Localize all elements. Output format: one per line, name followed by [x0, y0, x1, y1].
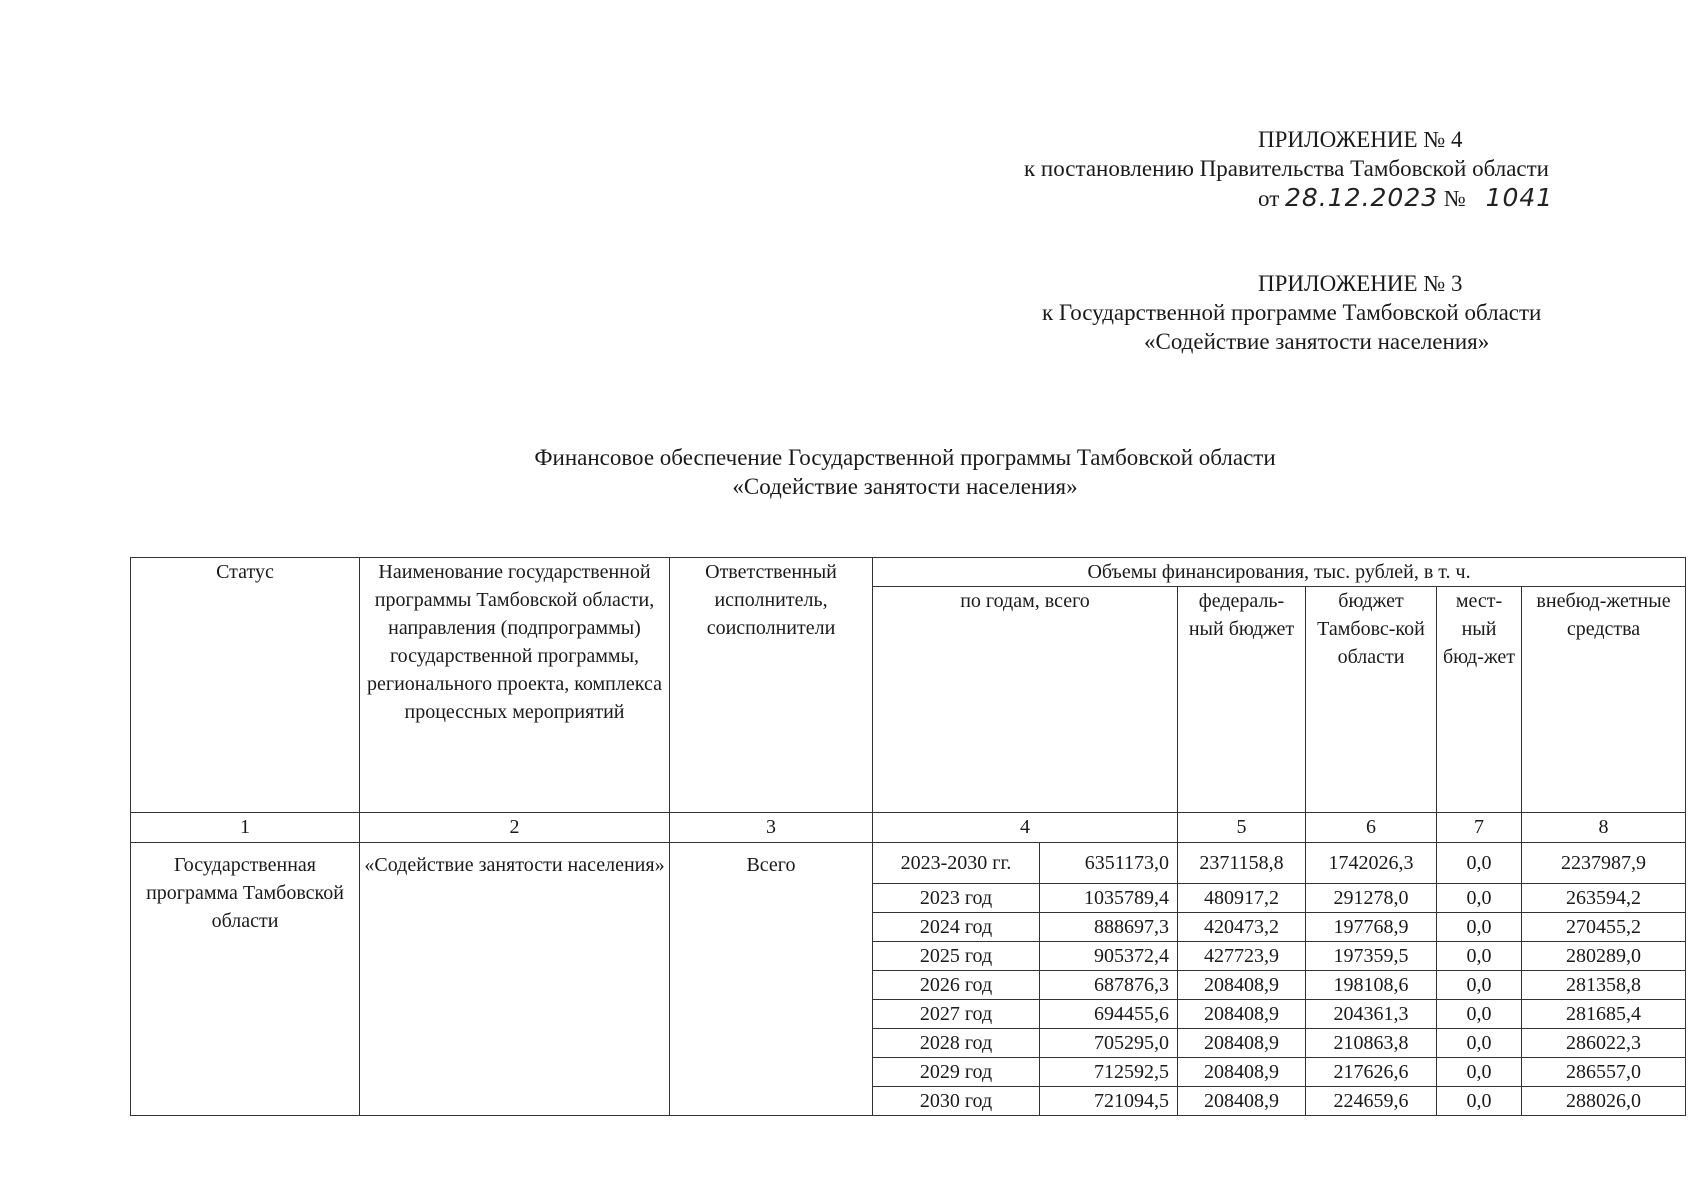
- extra-cell: 286022,3: [1522, 1029, 1686, 1058]
- column-numbers-row: [131, 813, 1686, 843]
- local-cell: 0,0: [1437, 843, 1522, 884]
- total-cell: 687876,3: [1040, 971, 1178, 1000]
- handwritten-date: 28.12.2023: [1285, 183, 1439, 212]
- header-by-years: по годам, всего: [873, 587, 1178, 813]
- federal-cell: 208408,9: [1178, 1029, 1306, 1058]
- handwritten-number: 1041: [1485, 183, 1554, 212]
- period-cell: 2024 год: [873, 913, 1040, 942]
- local-cell: 0,0: [1437, 913, 1522, 942]
- header-local: мест-ный бюд-жет: [1437, 587, 1522, 813]
- program-name-cell: «Содействие занятости населения»: [360, 843, 670, 1116]
- extra-cell: 280289,0: [1522, 942, 1686, 971]
- appendix-4-date-line: [1010, 183, 1690, 213]
- appendix-3-header: [1010, 269, 1690, 356]
- federal-cell: 427723,9: [1178, 942, 1306, 971]
- appendix-4-resolution: к постановлению Правительства Тамбовской области: [1024, 156, 1549, 181]
- total-cell: 888697,3: [1040, 913, 1178, 942]
- total-cell: 1035789,4: [1040, 884, 1178, 913]
- appendix-3-program: к Государственной программе Тамбовской области: [1042, 300, 1542, 325]
- federal-cell: 208408,9: [1178, 1000, 1306, 1029]
- period-cell: 2023 год: [873, 884, 1040, 913]
- financing-table: [130, 557, 1686, 1116]
- total-cell: 712592,5: [1040, 1058, 1178, 1087]
- appendix-3-program-name: «Содействие занятости населения»: [1144, 329, 1490, 354]
- federal-cell: 208408,9: [1178, 1058, 1306, 1087]
- local-cell: 0,0: [1437, 942, 1522, 971]
- period-cell: 2023-2030 гг.: [873, 843, 1040, 884]
- col-num: 1: [131, 813, 360, 843]
- regional-cell: 210863,8: [1306, 1029, 1437, 1058]
- federal-cell: 420473,2: [1178, 913, 1306, 942]
- header-federal: федераль-ный бюджет: [1178, 587, 1306, 813]
- col-num: 4: [873, 813, 1178, 843]
- federal-cell: 480917,2: [1178, 884, 1306, 913]
- regional-cell: 197359,5: [1306, 942, 1437, 971]
- period-cell: 2027 год: [873, 1000, 1040, 1029]
- extra-cell: 263594,2: [1522, 884, 1686, 913]
- local-cell: 0,0: [1437, 971, 1522, 1000]
- federal-cell: 208408,9: [1178, 971, 1306, 1000]
- extra-cell: 281358,8: [1522, 971, 1686, 1000]
- period-cell: 2030 год: [873, 1087, 1040, 1116]
- date-prefix: от: [1258, 186, 1280, 211]
- extra-cell: 270455,2: [1522, 913, 1686, 942]
- regional-cell: 198108,6: [1306, 971, 1437, 1000]
- appendix-4-title: ПРИЛОЖЕНИЕ № 4: [1258, 127, 1463, 152]
- local-cell: 0,0: [1437, 1058, 1522, 1087]
- regional-cell: 217626,6: [1306, 1058, 1437, 1087]
- local-cell: 0,0: [1437, 1029, 1522, 1058]
- period-cell: 2026 год: [873, 971, 1040, 1000]
- local-cell: 0,0: [1437, 1087, 1522, 1116]
- extra-cell: 286557,0: [1522, 1058, 1686, 1087]
- table-row: [131, 843, 1686, 884]
- col-num: 6: [1306, 813, 1437, 843]
- col-num: 2: [360, 813, 670, 843]
- col-num: 8: [1522, 813, 1686, 843]
- col-num: 5: [1178, 813, 1306, 843]
- header-executor: Ответственный исполнитель, соисполнители: [670, 558, 873, 813]
- regional-cell: 197768,9: [1306, 913, 1437, 942]
- header-extra: внебюд-жетные средства: [1522, 587, 1686, 813]
- local-cell: 0,0: [1437, 1000, 1522, 1029]
- header-name: Наименование государственной программы Тамбовской области, направления (подпрограммы) государственной программы, регионального проекта, комплекса процессных мероприятий: [360, 558, 670, 813]
- extra-cell: 2237987,9: [1522, 843, 1686, 884]
- col-num: 7: [1437, 813, 1522, 843]
- header-status: Статус: [131, 558, 360, 813]
- total-cell: 705295,0: [1040, 1029, 1178, 1058]
- header-volumes: Объемы финансирования, тыс. рублей, в т. ч.: [873, 558, 1686, 587]
- period-cell: 2028 год: [873, 1029, 1040, 1058]
- federal-cell: 2371158,8: [1178, 843, 1306, 884]
- status-cell: Государственная программа Тамбовской области: [131, 843, 360, 1116]
- total-cell: 905372,4: [1040, 942, 1178, 971]
- regional-cell: 1742026,3: [1306, 843, 1437, 884]
- document-title-line-2: «Содействие занятости населения»: [732, 474, 1078, 499]
- period-cell: 2025 год: [873, 942, 1040, 971]
- document-title: [420, 443, 1390, 501]
- document-title-line-1: Финансовое обеспечение Государственной программы Тамбовской области: [534, 445, 1276, 470]
- header-regional: бюджет Тамбовс-кой области: [1306, 587, 1437, 813]
- extra-cell: 288026,0: [1522, 1087, 1686, 1116]
- regional-cell: 291278,0: [1306, 884, 1437, 913]
- federal-cell: 208408,9: [1178, 1087, 1306, 1116]
- total-cell: 694455,6: [1040, 1000, 1178, 1029]
- local-cell: 0,0: [1437, 884, 1522, 913]
- period-cell: 2029 год: [873, 1058, 1040, 1087]
- col-num: 3: [670, 813, 873, 843]
- appendix-3-title: ПРИЛОЖЕНИЕ № 3: [1258, 271, 1463, 296]
- regional-cell: 224659,6: [1306, 1087, 1437, 1116]
- appendix-4-header: [1010, 125, 1690, 213]
- total-cell: 721094,5: [1040, 1087, 1178, 1116]
- total-cell: 6351173,0: [1040, 843, 1178, 884]
- executor-cell: Всего: [670, 843, 873, 1116]
- extra-cell: 281685,4: [1522, 1000, 1686, 1029]
- number-sign: №: [1443, 186, 1466, 211]
- regional-cell: 204361,3: [1306, 1000, 1437, 1029]
